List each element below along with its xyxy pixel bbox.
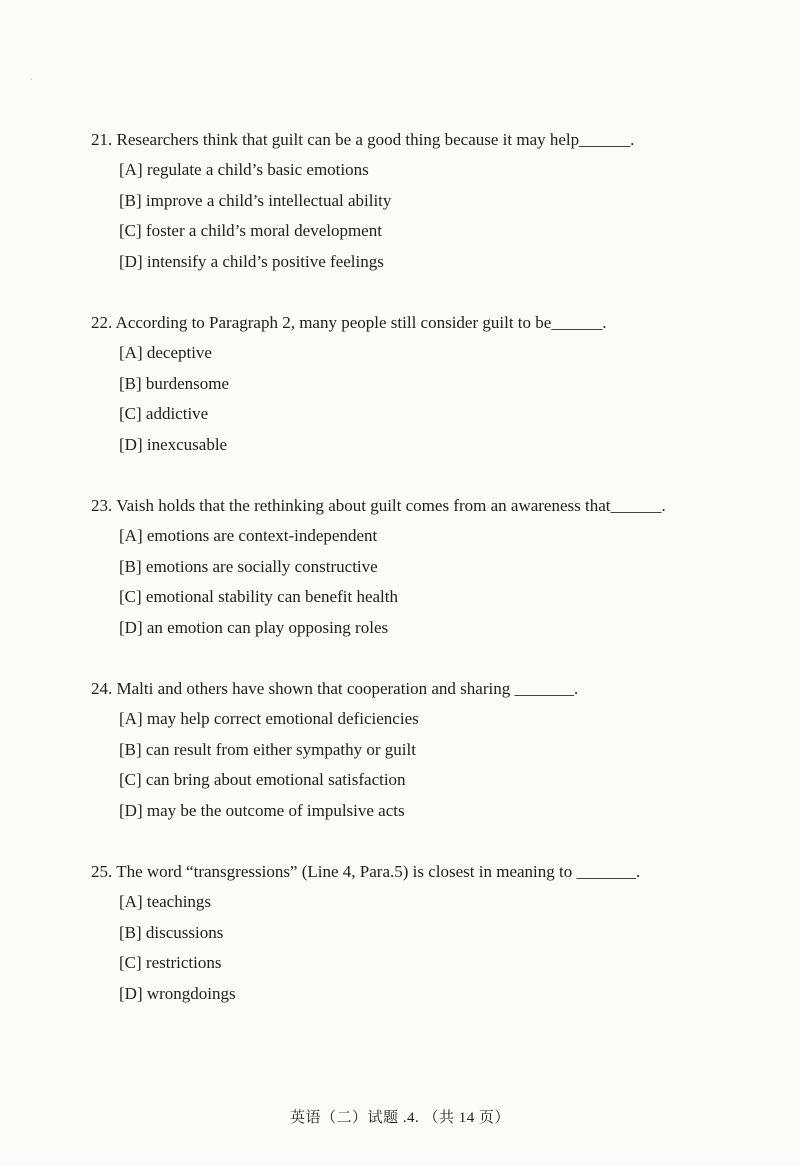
option-b: [B] discussions [119, 922, 224, 942]
option-a: [A] may help correct emotional deficiencies [119, 709, 419, 728]
question-stem: 24. Malti and others have shown that cooperation and sharing _______. [91, 679, 579, 698]
question-stem: 22. According to Paragraph 2, many people still consider guilt to be______. [91, 313, 607, 332]
option-d: [D] inexcusable [119, 434, 228, 454]
option-c: [C] can bring about emotional satisfaction [119, 770, 406, 789]
option-d: [D] an emotion can play opposing roles [119, 617, 389, 637]
option-a: [A] teachings [119, 892, 212, 911]
question-stem: 25. The word “transgressions” (Line 4, Para.5) is closest in meaning to _______. [91, 862, 641, 881]
option-a: [A] regulate a child’s basic emotions [119, 160, 369, 179]
option-c: [C] addictive [119, 404, 209, 423]
option-d: [D] intensify a child’s positive feelings [119, 251, 384, 271]
question-23 [91, 496, 771, 648]
paper-speck [30, 78, 32, 80]
option-b: [B] burdensome [119, 373, 230, 393]
option-c: [C] emotional stability can benefit health [119, 587, 398, 606]
option-d: [D] may be the outcome of impulsive acts [119, 800, 405, 820]
option-d: [D] wrongdoings [119, 983, 236, 1003]
question-25 [91, 862, 771, 1014]
option-b: [B] improve a child’s intellectual ability [119, 190, 392, 210]
option-c: [C] foster a child’s moral development [119, 221, 382, 240]
question-stem: 23. Vaish holds that the rethinking about guilt comes from an awareness that______. [91, 496, 666, 515]
option-a: [A] emotions are context-independent [119, 526, 378, 545]
question-21 [91, 130, 771, 282]
option-c: [C] restrictions [119, 953, 222, 972]
question-24 [91, 679, 771, 831]
option-b: [B] emotions are socially constructive [119, 556, 378, 576]
question-22 [91, 313, 771, 465]
question-stem: 21. Researchers think that guilt can be a good thing because it may help______. [91, 130, 635, 149]
page-footer: 英语（二）试题 .4. （共 14 页） [289, 1110, 510, 1126]
option-a: [A] deceptive [119, 343, 212, 362]
option-b: [B] can result from either sympathy or guilt [119, 739, 416, 759]
